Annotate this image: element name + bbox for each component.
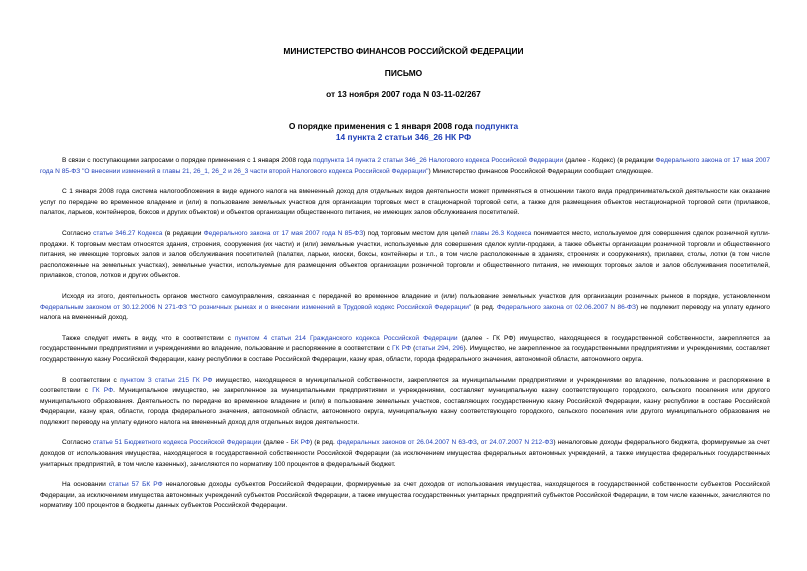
paragraph-text: В соответствии с [62, 376, 121, 384]
paragraph-text: понимается место, используемое для совершения сделок розничной купли-продажи. К торговым местам относятся здания, строения, сооружения (их части) и (или) земельные участки, используемые для совершения сделок купли-продажи, а также объекты организации розничной торговли и общественного питания, не имеющие торговых залов и залов обслуживания посетителей (палатки, ларьки, киоски, боксы, контейнеры и т.п., в том числе расположенные в зданиях, строениях и сооружениях), прилавки, столы, лотки (в том числе расположенные на земельных участках), земельные участки, используемые для размещения объектов организации розничной торговли и общественного питания, не имеющих торговых залов и залов обслуживания посетителей, прилавков, столов, лотков и других объектов. [40, 229, 770, 280]
paragraph-text: ) неналоговые доходы федерального бюджета, формируемые за счет доходов от использования имущества, находящегося в государственной собственности Российской Федерации (за исключением имущества федеральных автономных учреждений, а также имущества федеральных государственных унитарных предприятий, в том числе казенных), зачисляются по нормативу 100 процентов в федеральный бюджет. [40, 439, 770, 468]
letter-body [40, 156, 770, 522]
document-title [0, 121, 807, 143]
date-and-number: от 13 ноября 2007 года N 03-11-02/267 [326, 89, 481, 99]
body-paragraph [40, 292, 770, 324]
legal-reference-link[interactable]: ГК РФ [392, 345, 411, 353]
paragraph-text: ) под торговым местом для целей [363, 229, 472, 237]
legal-reference-link[interactable]: Федерального закона от 02.06.2007 N 86-ФЗ [496, 303, 636, 311]
body-paragraph [40, 376, 770, 429]
paragraph-text: ) не подлежит переводу на уплату единого налога на вмененный доход. [40, 303, 770, 322]
legal-reference-link[interactable]: Федеральным законом от 30.12.2006 N 271-ФЗ "О розничных рынках и о внесении изменений в Трудовой кодекс Российской Федерации" [40, 303, 472, 311]
legal-reference-link[interactable]: подпункта 14 пункта 2 статьи 346_26 Налогового кодекса Российской Федерации [313, 157, 564, 164]
paragraph-text: , [476, 439, 481, 447]
paragraph-text: (в ред. [471, 303, 497, 311]
paragraph-text: Исходя из этого, деятельность органов местного самоуправления, связанная с передачей во временное владение и (или) пользование земельных участков для организации розничных рынков в порядке, установленном [62, 292, 770, 300]
body-paragraph [40, 229, 770, 282]
legal-reference-link[interactable]: пунктом 3 статьи 215 ГК РФ [120, 376, 213, 384]
document-type: ПИСЬМО [384, 68, 423, 78]
paragraph-text: Согласно [62, 439, 93, 447]
paragraph-text: Также следует иметь в виду, что в соответствии с [62, 334, 235, 342]
paragraph-text: Согласно [62, 229, 94, 237]
paragraph-text: На основании [62, 481, 109, 489]
legal-reference-link[interactable]: статьи 57 БК РФ [108, 481, 163, 489]
legal-reference-link[interactable]: пунктом 4 статьи 214 Гражданского кодекса Российской Федерации [234, 334, 458, 342]
paragraph-text: (далее - ГК РФ) имущество, находящееся в государственной собственности, закрепляется за государственными предприятиями и учреждениями во владение, пользование и распоряжение в соответствии с [40, 334, 771, 353]
paragraph-text: ). Имущество, не закрепленное за государственными предприятиями и учреждениями, составляет государственную казну Российской Федерации, казну республики в составе Российской Федерации, казну края, области, города федерального значения, автономной области, автономного округа. [40, 345, 770, 363]
paragraph-text: В связи с поступающими запросами о порядке применения с 1 января 2008 года [62, 157, 314, 164]
paragraph-text: (далее - [261, 439, 291, 447]
paragraph-text: неналоговые доходы субъектов Российской Федерации, формируемые за счет доходов от использования имущества, находящегося в государственной собственности субъектов Российской Федерации, за исключением имущества автономных учреждений субъектов Российской Федерации, а также имущества государственных унитарных предприятий субъектов Российской Федерации, в том числе казенных, зачисляются по нормативу 100 процентов в бюджеты данных субъектов Российской Федерации. [40, 481, 770, 510]
legal-reference-link[interactable]: федеральных законов от 26.04.2007 N 63-ФЗ [336, 439, 477, 447]
legal-reference-link[interactable]: от 24.07.2007 N 212-ФЗ [480, 439, 554, 447]
paragraph-text: . Муниципальное имущество, не закрепленное за муниципальными предприятиями и учреждениями, составляет муниципальную казну соответствующего городского, сельского поселения или другого муниципального образования. Деятельность по передаче во временное владение и (или) в пользование земельных участков, составляющих государственную казну Российской Федерации, казну республики в составе Российской Федерации, казну края, области, города федерального значения, автономной области, автономного округа, муниципальную казну соответствующего городского, сельского поселения или другого муниципального образования не подлежит переводу на уплату единого налога на вмененный доход для отдельных видов деятельности. [40, 387, 770, 426]
body-paragraph [40, 156, 770, 177]
legal-reference-link[interactable]: Федерального закона от 17 мая 2007 года N 85-ФЗ "О внесении изменений в главы 21, 26_1, 26_2 и 26_3 части второй Налогового кодекса Российской Федерации" [40, 157, 770, 175]
body-paragraph [40, 334, 770, 366]
paragraph-text: имущество, находящееся в муниципальной собственности, закрепляется за муниципальными предприятиями и учреждениями во владение, пользование и распоряжение в соответствии с [40, 376, 771, 395]
paragraph-text: С 1 января 2008 года система налогообложения в виде единого налога на вмененный доход для отдельных видов деятельности может применяться в отношении такого вида предпринимательской деятельности как оказание услуг по передаче во временное владение и (или) в пользование земельных участков для организации торговых мест в стационарной торговой сети, а также для размещения объектов нестационарной торговой сети (прилавков, палаток, ларьков, контейнеров, боксов и других объектов) и объектов организации общественного питания, не имеющих залов обслуживания посетителей. [40, 188, 770, 217]
paragraph-text: ) (в ред. [310, 439, 337, 447]
title-link-article[interactable]: 14 пункта 2 статьи 346_26 НК РФ [335, 132, 472, 142]
legal-reference-link[interactable]: главы 26.3 Кодекса [471, 229, 532, 237]
paragraph-text: ) Министерство финансов Российской Федерации сообщает следующее. [428, 167, 653, 175]
legal-reference-link[interactable]: ГК РФ [92, 387, 114, 395]
legal-reference-link[interactable]: статье 346.27 Кодекса [93, 229, 163, 237]
legal-reference-link[interactable]: Федерального закона от 17 мая 2007 года N 85-ФЗ [203, 229, 364, 237]
legal-reference-link[interactable]: БК РФ [290, 439, 310, 447]
title-text: О порядке применения с 1 января 2008 года [288, 121, 476, 131]
title-link-subparagraph[interactable]: подпункта [475, 121, 519, 131]
ministry-heading: МИНИСТЕРСТВО ФИНАНСОВ РОССИЙСКОЙ ФЕДЕРАЦИИ [283, 46, 524, 56]
body-paragraph [40, 480, 770, 512]
paragraph-text: (далее - Кодекс) (в редакции [563, 157, 656, 164]
legal-reference-link[interactable]: статье 51 Бюджетного кодекса Российской Федерации [92, 439, 262, 447]
legal-reference-link[interactable]: статьи 294, 296 [415, 345, 464, 353]
body-paragraph [40, 187, 770, 219]
body-paragraph [40, 438, 770, 470]
paragraph-text: (в редакции [162, 229, 204, 237]
paragraph-text: ( [410, 345, 416, 353]
